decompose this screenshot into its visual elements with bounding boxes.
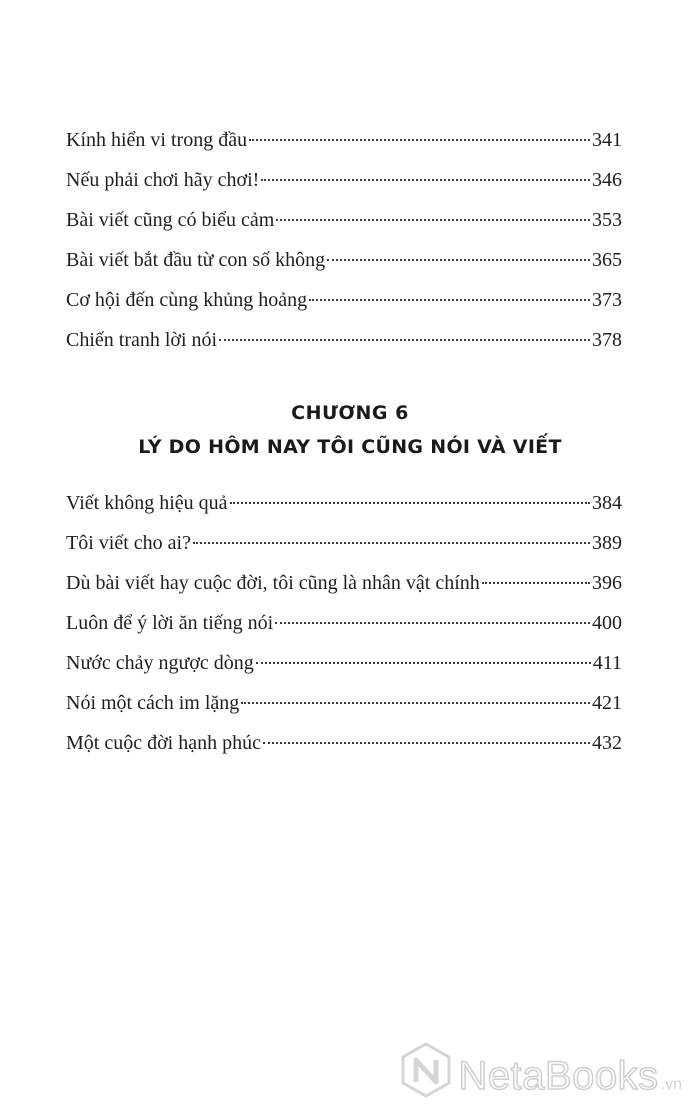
toc-entry xyxy=(66,729,622,769)
toc-entry xyxy=(66,689,622,729)
dot-leader xyxy=(263,742,590,744)
toc-section-2 xyxy=(66,489,622,769)
toc-entry-page: 384 xyxy=(592,492,622,514)
dot-leader xyxy=(261,179,590,181)
chapter-label: CHƯƠNG 6 xyxy=(291,402,409,424)
toc-entry-title: Cơ hội đến cùng khủng hoảng xyxy=(66,289,308,311)
dot-leader xyxy=(230,502,590,504)
chapter-title: LÝ DO HÔM NAY TÔI CŨNG NÓI VÀ VIẾT xyxy=(138,436,562,458)
toc-section-1 xyxy=(66,126,622,366)
toc-entry xyxy=(66,126,622,166)
toc-entry-page: 432 xyxy=(592,732,622,754)
toc-entry-title: Bài viết bắt đầu từ con số không xyxy=(66,249,326,271)
toc-entry xyxy=(66,569,622,609)
toc-entry-title: Dù bài viết hay cuộc đời, tôi cũng là nhân vật chính xyxy=(66,572,480,594)
toc-entry-page: 411 xyxy=(592,652,622,674)
dot-leader xyxy=(276,219,590,221)
toc-entry xyxy=(66,206,622,246)
watermark-brand: NetaBooks xyxy=(458,1054,659,1098)
toc-entry xyxy=(66,166,622,206)
toc-entry-title: Một cuộc đời hạnh phúc xyxy=(66,732,261,754)
toc-entry-title: Viết không hiệu quả xyxy=(66,492,228,514)
toc-entry-page: 378 xyxy=(592,329,622,351)
dot-leader xyxy=(309,299,590,301)
toc-entry-page: 421 xyxy=(592,692,622,714)
toc-entry-title: Nói một cách im lặng xyxy=(66,692,240,714)
dot-leader xyxy=(275,622,590,624)
dot-leader xyxy=(241,702,590,704)
dot-leader xyxy=(249,139,590,141)
dot-leader xyxy=(482,582,590,584)
dot-leader xyxy=(327,259,590,261)
dot-leader xyxy=(193,542,590,544)
toc-entry-title: Chiến tranh lời nói xyxy=(66,329,218,351)
toc-entry xyxy=(66,649,622,689)
netabooks-logo-icon xyxy=(400,1042,452,1098)
toc-entry-page: 389 xyxy=(592,532,622,554)
watermark-suffix: .vn xyxy=(660,1076,682,1093)
toc-entry xyxy=(66,246,622,286)
toc-entry-page: 400 xyxy=(592,612,622,634)
toc-entry xyxy=(66,489,622,529)
toc-entry-page: 346 xyxy=(592,169,622,191)
toc-entry-title: Nước chảy ngược dòng xyxy=(66,652,254,674)
toc-entry-title: Bài viết cũng có biểu cảm xyxy=(66,209,275,231)
toc-entry-title: Tôi viết cho ai? xyxy=(66,532,191,554)
toc-entry-page: 353 xyxy=(592,209,622,231)
toc-entry xyxy=(66,286,622,326)
toc-entry-page: 365 xyxy=(592,249,622,271)
toc-entry-title: Nếu phải chơi hãy chơi! xyxy=(66,169,260,191)
chapter-heading xyxy=(0,398,700,462)
toc-entry xyxy=(66,326,622,366)
toc-entry xyxy=(66,529,622,569)
toc-entry-page: 396 xyxy=(592,572,622,594)
toc-entry-title: Luôn để ý lời ăn tiếng nói xyxy=(66,612,274,634)
netabooks-watermark xyxy=(400,1042,682,1098)
toc-entry xyxy=(66,609,622,649)
toc-entry-title: Kính hiển vi trong đầu xyxy=(66,129,248,151)
dot-leader xyxy=(219,339,590,341)
toc-entry-page: 341 xyxy=(592,129,622,151)
dot-leader xyxy=(256,662,591,664)
toc-entry-page: 373 xyxy=(592,289,622,311)
